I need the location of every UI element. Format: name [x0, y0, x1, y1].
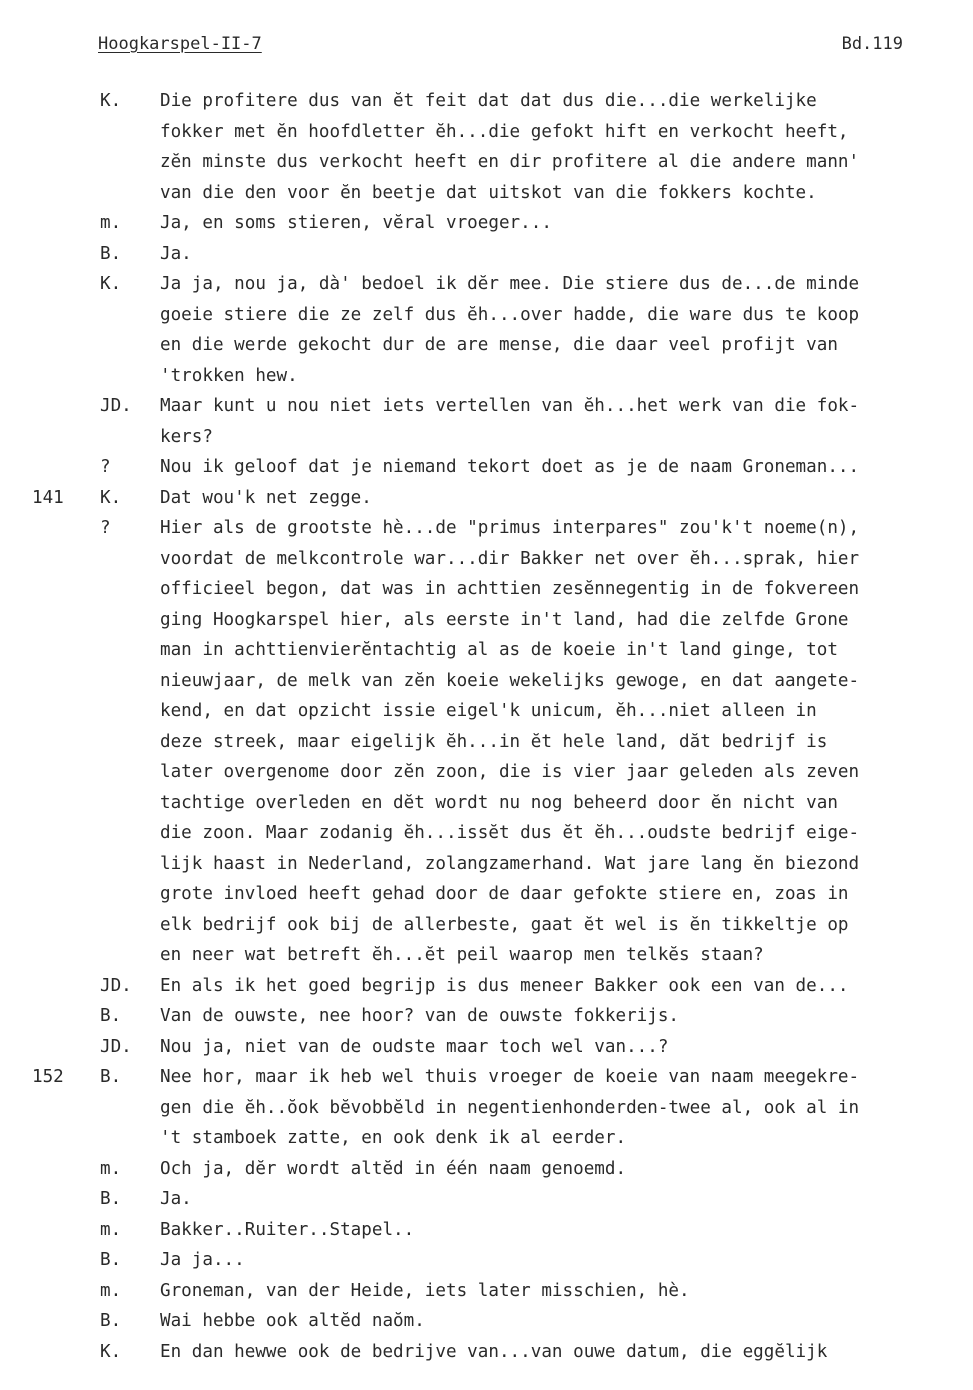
utterance-line: Nou ik geloof dat je niemand tekort doet as je de naam Groneman...: [160, 457, 860, 477]
transcript-turn: [0, 208, 973, 239]
utterance: [160, 452, 973, 483]
utterance-line: gen die ĕh..ŏok bĕvobbĕld in negentienhonderden-twee al, ook al in: [160, 1097, 860, 1118]
utterance-line: Wai hebbe ook altĕd naŏm.: [160, 1311, 425, 1331]
speaker-label: ?: [100, 457, 111, 477]
speaker-label: B.: [100, 1006, 122, 1026]
utterance: [160, 1337, 973, 1368]
utterance: [160, 239, 973, 270]
utterance-line: en neer wat betreft ĕh...ĕt peil waarop men telkĕs staan?: [160, 945, 764, 965]
utterance: [160, 1276, 973, 1307]
utterance-line: zĕn minste dus verkocht heeft en dir profitere al die andere mann': [160, 152, 860, 172]
utterance-line: Ja ja, nou ja, dà' bedoel ik dĕr mee. Die stiere dus de...de minde: [160, 274, 860, 294]
utterance: [160, 1032, 973, 1063]
utterance-line: 'trokken hew.: [160, 365, 298, 386]
transcript-turn: [0, 1001, 973, 1032]
utterance-line: voordat de melkcontrole war...dir Bakker net over ĕh...sprak, hier: [160, 548, 860, 569]
speaker-label: JD.: [100, 396, 132, 416]
utterance-line: en die werde gekocht dur de are mense, die daar veel profijt van: [160, 335, 838, 355]
utterance-line: 't stamboek zatte, en ook denk ik al eerder.: [160, 1128, 627, 1148]
document-id: Hoogkarspel-II-7: [98, 34, 262, 54]
speaker-label: m.: [100, 1158, 122, 1179]
utterance-line: Van de ouwste, nee hoor? van de ouwste fokkerijs.: [160, 1006, 680, 1026]
transcript-turn: [0, 269, 973, 391]
transcript-turn: [0, 1032, 973, 1063]
transcript-turn: [0, 483, 973, 514]
utterance-line: lijk haast in Nederland, zolangzamerhand. Wat jare lang ĕn biezond: [160, 853, 860, 874]
utterance-line: Ja.: [160, 243, 192, 264]
utterance-line: elk bedrijf ook bij de allerbeste, gaat ĕt wel is ĕn tikkeltje op: [160, 914, 849, 935]
transcript-turn: [0, 1337, 973, 1368]
utterance: [160, 269, 973, 391]
transcript-turn: [0, 452, 973, 483]
transcript-turn: [0, 239, 973, 270]
utterance-line: man in achttienvierĕntachtig al as de koeie in't land ginge, tot: [160, 640, 838, 660]
utterance-line: Ja ja...: [160, 1250, 245, 1270]
utterance-line: tachtige overleden en dĕt wordt nu nog beheerd door ĕn nicht van: [160, 792, 838, 813]
utterance: [160, 208, 973, 239]
utterance: [160, 86, 973, 208]
speaker-label: K.: [100, 487, 122, 508]
transcript-turn: [0, 1062, 973, 1154]
utterance: [160, 1245, 973, 1276]
transcript-body: [0, 86, 973, 1367]
utterance: [160, 1062, 973, 1154]
utterance-line: Ja, en soms stieren, vĕral vroeger...: [160, 213, 552, 233]
utterance-line: die zoon. Maar zodanig ĕh...issĕt dus ĕt ĕh...oudste bedrijf eige-: [160, 823, 860, 843]
utterance: [160, 1001, 973, 1032]
transcript-turn: [0, 86, 973, 208]
utterance-line: Dat wou'k net zegge.: [160, 487, 372, 508]
utterance-line: fokker met ĕn hoofdletter ĕh...die gefokt hift en verkocht heeft,: [160, 121, 849, 142]
speaker-label: K.: [100, 274, 122, 294]
utterance-line: officieel begon, dat was in achttien zesĕnnegentig in de fokvereen: [160, 579, 860, 599]
utterance-line: van die den voor ĕn beetje dat uitskot van die fokkers kochte.: [160, 182, 817, 203]
transcript-turn: [0, 513, 973, 971]
speaker-label: K.: [100, 1341, 122, 1362]
speaker-label: m.: [100, 1219, 122, 1240]
utterance-line: Nou ja, niet van de oudste maar toch wel van...?: [160, 1036, 669, 1057]
speaker-label: m.: [100, 1280, 122, 1301]
transcript-turn: [0, 1184, 973, 1215]
utterance-line: Och ja, dĕr wordt altĕd in één naam genoemd.: [160, 1158, 627, 1179]
utterance-line: nieuwjaar, de melk van zĕn koeie wekelijks gewoge, en dat aangete-: [160, 670, 860, 691]
transcript-turn: [0, 1306, 973, 1337]
page-number: Bd.119: [841, 34, 903, 54]
speaker-label: m.: [100, 213, 122, 233]
transcript-turn: [0, 1154, 973, 1185]
utterance: [160, 513, 973, 971]
utterance-line: Hier als de grootste hè...de "primus interpares" zou'k't noeme(n),: [160, 518, 860, 538]
transcript-turn: [0, 1245, 973, 1276]
utterance-line: Ja.: [160, 1189, 192, 1209]
utterance-line: Bakker..Ruiter..Stapel..: [160, 1219, 415, 1240]
utterance-line: goeie stiere die ze zelf dus ĕh...over hadde, die ware dus te koop: [160, 304, 860, 325]
speaker-label: B.: [100, 1250, 122, 1270]
utterance: [160, 1215, 973, 1246]
utterance: [160, 483, 973, 514]
utterance-line: En dan hewwe ook de bedrijve van...van ouwe datum, die eggĕlijk: [160, 1341, 828, 1362]
margin-number: 141: [32, 487, 64, 508]
utterance-line: Die profitere dus van ĕt feit dat dat dus die...die werkelijke: [160, 91, 817, 111]
utterance: [160, 1306, 973, 1337]
transcript-turn: [0, 1276, 973, 1307]
utterance-line: ging Hoogkarspel hier, als eerste in't land, had die zelfde Grone: [160, 609, 849, 630]
utterance-line: grote invloed heeft gehad door de daar gefokte stiere en, zoas in: [160, 884, 849, 904]
utterance-line: Maar kunt u nou niet iets vertellen van ĕh...het werk van die fok-: [160, 396, 860, 416]
transcript-turn: [0, 1215, 973, 1246]
utterance-line: En als ik het goed begrijp is dus meneer Bakker ook een van de...: [160, 975, 849, 996]
utterance-line: later overgenome door zĕn zoon, die is vier jaar geleden als zeven: [160, 762, 860, 782]
speaker-label: B.: [100, 1067, 122, 1087]
utterance-line: deze streek, maar eigelijk ĕh...in ĕt hele land, dăt bedrijf is: [160, 731, 828, 752]
utterance-line: kend, en dat opzicht issie eigel'k unicum, ĕh...niet alleen in: [160, 701, 817, 721]
speaker-label: B.: [100, 1311, 122, 1331]
utterance: [160, 391, 973, 452]
utterance-line: kers?: [160, 426, 213, 447]
utterance-line: Nee hor, maar ik heb wel thuis vroeger de koeie van naam meegekre-: [160, 1067, 860, 1087]
speaker-label: B.: [100, 243, 122, 264]
utterance: [160, 1184, 973, 1215]
speaker-label: JD.: [100, 1036, 132, 1057]
speaker-label: ?: [100, 518, 111, 538]
speaker-label: K.: [100, 91, 122, 111]
speaker-label: JD.: [100, 975, 132, 996]
transcript-turn: [0, 971, 973, 1002]
page-header: [98, 34, 903, 58]
transcript-turn: [0, 391, 973, 452]
margin-number: 152: [32, 1067, 64, 1087]
speaker-label: B.: [100, 1189, 122, 1209]
utterance: [160, 971, 973, 1002]
utterance: [160, 1154, 973, 1185]
utterance-line: Groneman, van der Heide, iets later misschien, hè.: [160, 1280, 690, 1301]
